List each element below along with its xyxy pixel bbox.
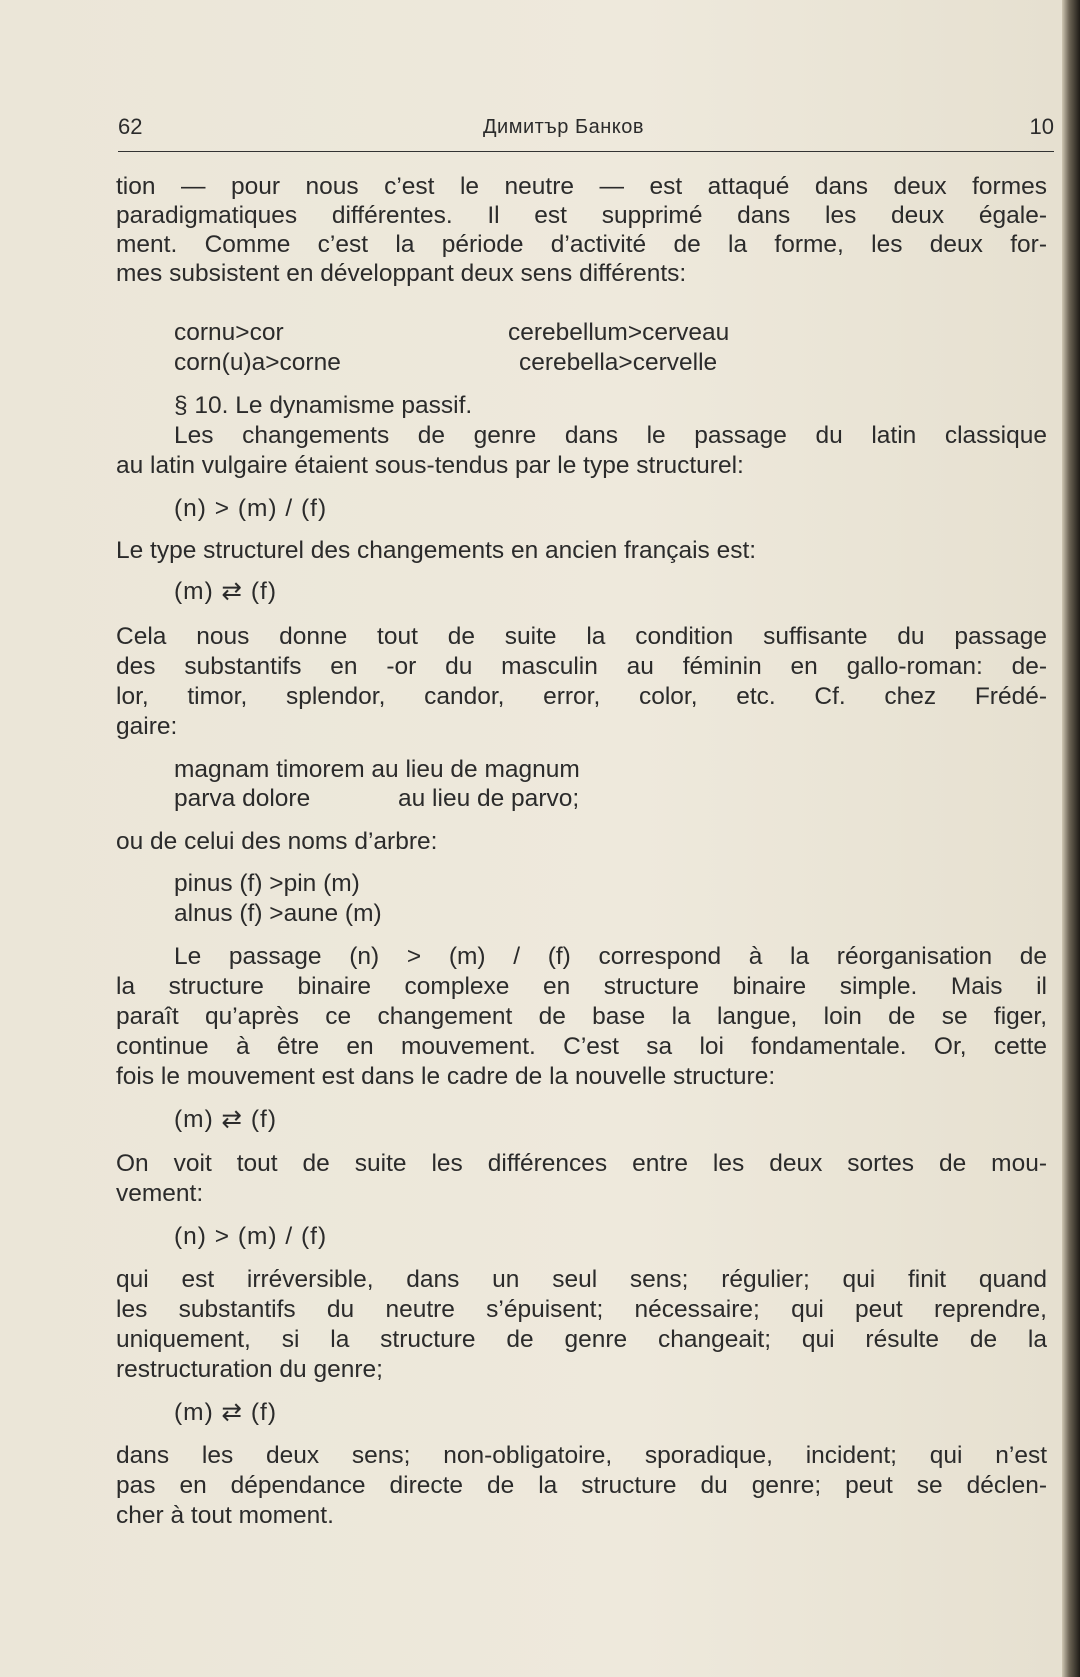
example-line: alnus (f) >aune (m)	[174, 900, 382, 927]
body-line: mes subsistent en développant deux sens différents:	[116, 260, 687, 287]
header-rule	[118, 151, 1054, 152]
example-line: pinus (f) >pin (m)	[174, 870, 360, 897]
body-line: au latin vulgaire étaient sous-tendus par le type structurel:	[116, 452, 744, 479]
body-line: continue à être en mouvement. C’est sa loi fondamentale. Or, cette	[116, 1033, 1047, 1060]
body-line: restructuration du genre;	[116, 1356, 383, 1383]
example-line: au lieu de parvo;	[398, 785, 580, 812]
body-line: gaire:	[116, 713, 178, 740]
header-right-mark: 10	[1029, 114, 1054, 139]
running-header	[118, 114, 1054, 150]
body-line: paradigmatiques différentes. Il est supprimé dans les deux égale-	[116, 202, 1047, 229]
example-left: corn(u)a>corne	[174, 349, 341, 376]
body-line: ment. Comme c’est la période d’activité de la forme, les deux for-	[116, 231, 1047, 258]
example-line: parva dolore	[174, 785, 311, 812]
body-line: lor, timor, splendor, candor, error, color, etc. Cf. chez Frédé-	[116, 683, 1047, 710]
body-line: On voit tout de suite les différences entre les deux sortes de mou-	[116, 1150, 1047, 1177]
book-spine-shadow	[1062, 0, 1080, 1677]
formula: (n) > (m) / (f)	[174, 495, 328, 522]
body-line: uniquement, si la structure de genre changeait; qui résulte de la	[116, 1326, 1047, 1353]
body-line: tion — pour nous c’est le neutre — est attaqué dans deux formes	[116, 173, 1047, 200]
body-line: des substantifs en -or du masculin au féminin en gallo-roman: de-	[116, 653, 1047, 680]
body-line: cher à tout moment.	[116, 1502, 334, 1529]
example-right: cerebella>cervelle	[519, 349, 718, 376]
example-right: cerebellum>cerveau	[508, 319, 730, 346]
example-left: cornu>cor	[174, 319, 284, 346]
body-line: dans les deux sens; non-obligatoire, sporadique, incident; qui n’est	[116, 1442, 1047, 1469]
section-heading: § 10. Le dynamisme passif.	[174, 392, 473, 419]
page-number: 62	[118, 114, 143, 139]
formula: (n) > (m) / (f)	[174, 1223, 328, 1250]
body-line: Les changements de genre dans le passage du latin classique	[174, 422, 1047, 449]
body-line: les substantifs du neutre s’épuisent; nécessaire; qui peut reprendre,	[116, 1296, 1047, 1323]
formula: (m) ⇄ (f)	[174, 578, 277, 605]
body-line: Cela nous donne tout de suite la condition suffisante du passage	[116, 623, 1047, 650]
formula: (m) ⇄ (f)	[174, 1399, 277, 1426]
running-title: Димитър Банков	[483, 116, 644, 138]
body-line: paraît qu’après ce changement de base la langue, loin de se figer,	[116, 1003, 1047, 1030]
body-line: Le passage (n) > (m) / (f) correspond à la réorganisation de	[174, 943, 1047, 970]
body-line: pas en dépendance directe de la structure du genre; peut se déclen-	[116, 1472, 1047, 1499]
body-line: ou de celui des noms d’arbre:	[116, 828, 438, 855]
formula: (m) ⇄ (f)	[174, 1106, 277, 1133]
body-line: la structure binaire complexe en structure binaire simple. Mais il	[116, 973, 1047, 1000]
body-line: Le type structurel des changements en ancien français est:	[116, 537, 757, 564]
body-line: qui est irréversible, dans un seul sens; régulier; qui finit quand	[116, 1266, 1047, 1293]
body-line: fois le mouvement est dans le cadre de la nouvelle structure:	[116, 1063, 776, 1090]
body-line: vement:	[116, 1180, 204, 1207]
example-line: magnam timorem au lieu de magnum	[174, 756, 580, 783]
